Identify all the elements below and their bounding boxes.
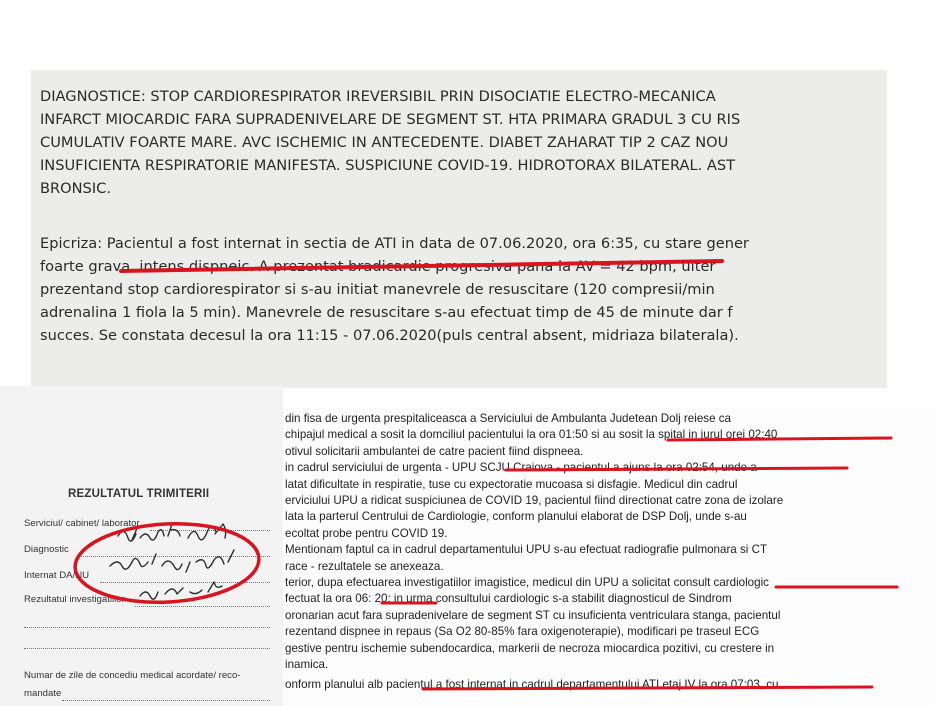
report-line: oronarian acut fara supradenivelare de segment ST cu insuficienta ventriculara stanga, pacientul [285, 608, 781, 622]
cardiology-consult-highlight: consult cardiologic [673, 576, 769, 590]
report-line: lata la parterul Centrului de Cardiologie, conform planului elaborat de DSP Dolj, unde s-au [285, 510, 747, 524]
handwriting-signature [0, 386, 283, 706]
diagnostics-block [40, 85, 740, 200]
report-line: din fisa de urgenta prespitaliceasca a Serviciului de Ambulanta Judetean Dolj reiese ca [285, 412, 731, 425]
epicriza-line: adrenalina 1 fiola la 5 min). Manevrele de resuscitare s-au efectuat timp de 45 de minute dar f [40, 304, 733, 321]
report-text [285, 411, 783, 695]
epicriza-block [40, 232, 749, 347]
diagnostics-line: CUMULATIV FOARTE MARE. AVC ISCHEMIC IN ANTECEDENTE. DIABET ZAHARAT TIP 2 CAZ NOU [40, 134, 729, 151]
report-line: erviciului UPU a ridicat suspiciunea de COVID 19, pacientul fiind directionat catre zona de izolare [285, 494, 784, 508]
report-fragment: terior, dupa efectuarea investigatiilor imagistice, medicul din UPU a solicitat [285, 576, 674, 590]
diagnostics-line: INFARCT MIOCARDIC FARA SUPRADENIVELARE DE SEGMENT ST. HTA PRIMARA GRADUL 3 CU RIS [40, 111, 741, 128]
epicriza-line [40, 232, 749, 255]
epicriza-document-section [31, 70, 887, 388]
report-line [285, 591, 783, 607]
consult-time-highlight: 06: 20 [355, 592, 388, 606]
report-line: race - rezultatele se anexeaza. [285, 559, 444, 573]
referral-form-section [0, 386, 283, 706]
form-title: REZULTATUL TRIMITERII [68, 488, 210, 500]
report-line: inamica. [285, 658, 329, 672]
epicriza-label: Epicriza: [40, 235, 107, 252]
report-line: latat dificultate in respiratie, tuse cu expectoratie mucoasa si disfagie. Medicul din cadrul [285, 477, 738, 491]
diagnostic-label: Diagnostic [24, 544, 69, 555]
report-line: Mentionam faptul ca in cadrul departamentului UPU s-au efectuat radiografie pulmonara si CT [285, 543, 768, 557]
report-line [285, 575, 783, 591]
ati-admission-highlight: pacientul a fost internat in cadrul departamentului ATI etaj IV la ora 07:03 [386, 677, 760, 691]
epicriza-line-rest: , cu stare gener [633, 235, 749, 252]
report-fragment: onform planului alb [285, 677, 387, 691]
hospital-arrival-highlight: si au sosit la spital in jurul orei 02:40 [591, 428, 778, 442]
report-line [285, 427, 783, 443]
report-fragment: ; in urma consultului cardiologic s-a stabilit diagnosticul de Sindrom [387, 592, 732, 606]
report-document-section [285, 407, 935, 706]
report-line: ecoltat probe pentru COVID 19. [285, 526, 448, 540]
admission-highlight: Pacientul a fost internat in sectia de ATI in data de 07.06.2020, ora 6:35 [106, 235, 634, 252]
epicriza-line: prezentand stop cardiorespirator si s-au initiat manevrele de resuscitare (120 compresii/min [40, 281, 715, 298]
report-line [285, 674, 783, 695]
report-fragment: in cadrul serviciului de urgenta - [285, 461, 452, 475]
report-fragment: , cu [759, 677, 779, 691]
sick-leave-label: Numar de zile de concediu medical acordate/ reco- [24, 670, 241, 681]
report-fragment: fectuat la ora [285, 592, 356, 606]
report-fragment: chipajul medical a sosit la domciliul pacientului la ora 01:50 [285, 428, 592, 442]
report-line: rezentand dispnee in repaus (Sa O2 80-85% fara oxigenoterapie), modificari pe traseul ECG [285, 625, 760, 639]
epicriza-line: succes. Se constata decesul la ora 11:15 - 07.06.2020(puls central absent, midriaza bilaterala). [40, 327, 739, 344]
upu-arrival-highlight: UPU SCJU Craiova - pacientul a ajuns la ora 02:54 [451, 461, 715, 475]
report-line [285, 460, 783, 476]
report-fragment: , unde a [714, 461, 757, 475]
report-line: otivul solicitarii ambulantei de catre pacient fiind dispneea. [285, 444, 584, 458]
investigations-label: Rezultatul investigatiilor [24, 594, 125, 605]
internat-label: Internat DA/NU [24, 570, 90, 581]
diagnostics-line: BRONSIC. [40, 180, 111, 197]
report-line: gestive pentru ischemie subendocardica, markerii de necroza miocardica pozitivi, cu crestere in [285, 641, 775, 655]
diagnostics-line: DIAGNOSTICE: STOP CARDIORESPIRATOR IREVERSIBIL PRIN DISOCIATIE ELECTRO-MECANICA [40, 88, 716, 105]
sick-leave-label-continued: mandate [24, 688, 62, 699]
diagnostics-line: INSUFICIENTA RESPIRATORIE MANIFESTA. SUSPICIUNE COVID-19. HIDROTORAX BILATERAL. AST [40, 157, 736, 174]
service-label: Serviciul/ cabinet/ laborator [24, 518, 140, 529]
epicriza-line: foarte grava, intens dispneic. A prezentat bradicardie progresiva pana la AV = 42 bpm, ulter [40, 258, 716, 275]
